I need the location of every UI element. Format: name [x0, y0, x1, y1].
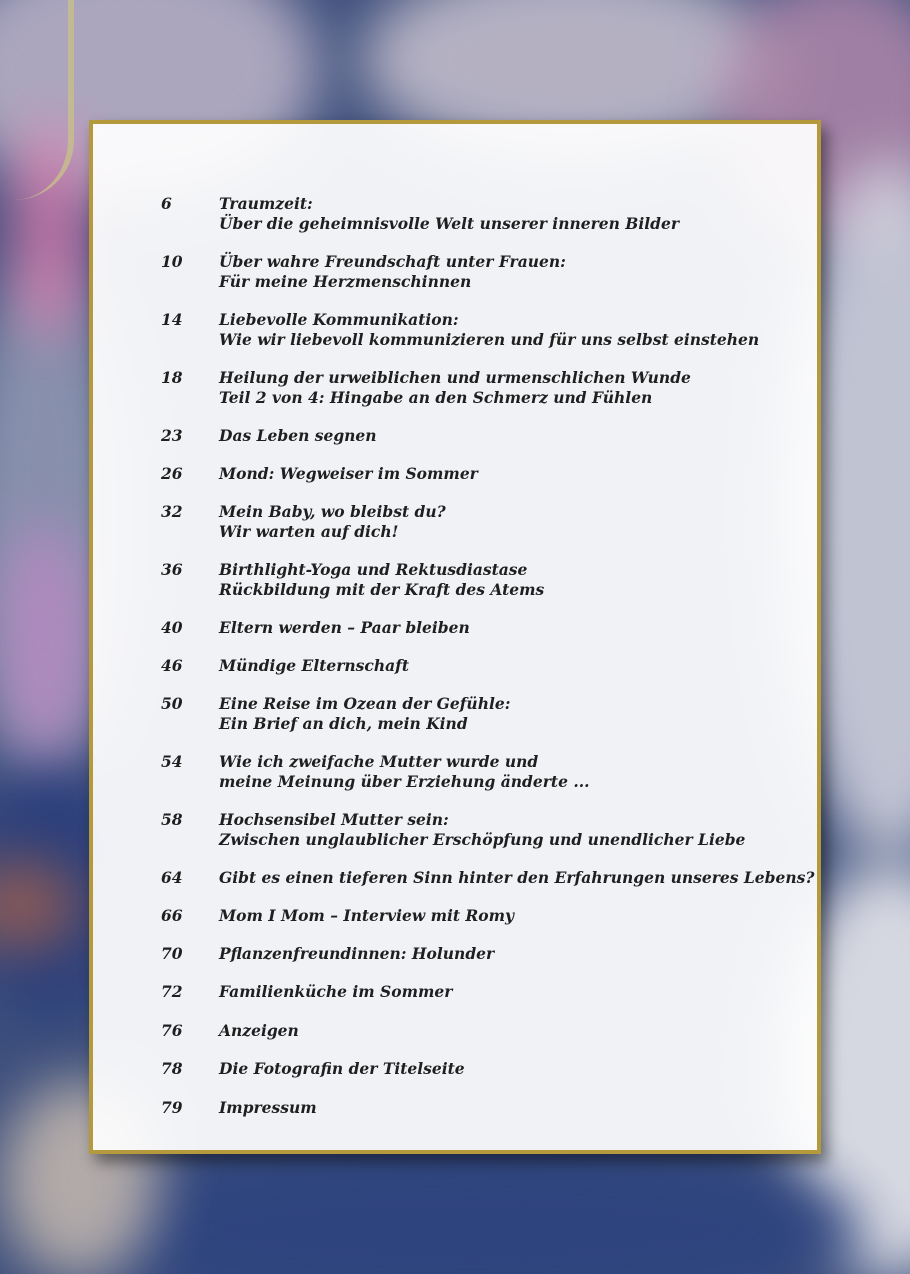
page-number: 50: [161, 694, 183, 713]
page-number: 66: [161, 906, 183, 925]
entry-title: Mond: Wegweiser im Sommer: [219, 464, 478, 483]
page-number: 23: [161, 426, 183, 445]
page-number: 40: [161, 618, 183, 637]
page-number: 46: [161, 656, 183, 675]
page-number: 76: [161, 1021, 183, 1040]
entry-title: Eltern werden – Paar bleiben: [219, 618, 470, 637]
entry-title: Eine Reise im Ozean der Gefühle: Ein Brief an dich, mein Kind: [219, 694, 511, 733]
entry-title: Wie ich zweifache Mutter wurde und meine Meinung über Erziehung änderte ...: [219, 752, 590, 791]
page-number: 32: [161, 502, 183, 521]
toc-panel: [89, 120, 821, 1154]
page-number: 26: [161, 464, 183, 483]
page-number: 36: [161, 560, 183, 579]
page-number: 72: [161, 982, 183, 1001]
entry-title: Traumzeit: Über die geheimnisvolle Welt unserer inneren Bilder: [219, 194, 680, 233]
entry-title: Gibt es einen tieferen Sinn hinter den Erfahrungen unseres Lebens?: [219, 868, 815, 887]
entry-title: Birthlight-Yoga und Rektusdiastase Rückbildung mit der Kraft des Atems: [219, 560, 545, 599]
entry-title: Das Leben segnen: [219, 426, 377, 445]
entry-title: Liebevolle Kommunikation: Wie wir liebevoll kommunizieren und für uns selbst einstehen: [219, 310, 760, 349]
page-number: 14: [161, 310, 183, 329]
entry-title: Familienküche im Sommer: [219, 982, 453, 1001]
page-number: 6: [161, 194, 172, 213]
entry-title: Anzeigen: [219, 1021, 299, 1040]
entry-title: Die Fotografin der Titelseite: [219, 1059, 465, 1078]
entry-title: Hochsensibel Mutter sein: Zwischen unglaublicher Erschöpfung und unendlicher Liebe: [219, 810, 746, 849]
page-number: 54: [161, 752, 183, 771]
entry-title: Impressum: [219, 1098, 317, 1117]
page-number: 78: [161, 1059, 183, 1078]
entry-title: Mom I Mom – Interview mit Romy: [219, 906, 515, 925]
entry-title: Über wahre Freundschaft unter Frauen: Für meine Herzmenschinnen: [219, 252, 566, 291]
entry-title: Pflanzenfreundinnen: Holunder: [219, 944, 495, 963]
page-number: 79: [161, 1098, 183, 1117]
page-number: 64: [161, 868, 183, 887]
entry-title: Mündige Elternschaft: [219, 656, 409, 675]
entry-title: Heilung der urweiblichen und urmenschlichen Wunde Teil 2 von 4: Hingabe an den Schmerz und Fühlen: [219, 368, 691, 407]
page-number: 10: [161, 252, 183, 271]
page-number: 18: [161, 368, 183, 387]
entry-title: Mein Baby, wo bleibst du? Wir warten auf dich!: [219, 502, 446, 541]
page-number: 70: [161, 944, 183, 963]
page-number: 58: [161, 810, 183, 829]
